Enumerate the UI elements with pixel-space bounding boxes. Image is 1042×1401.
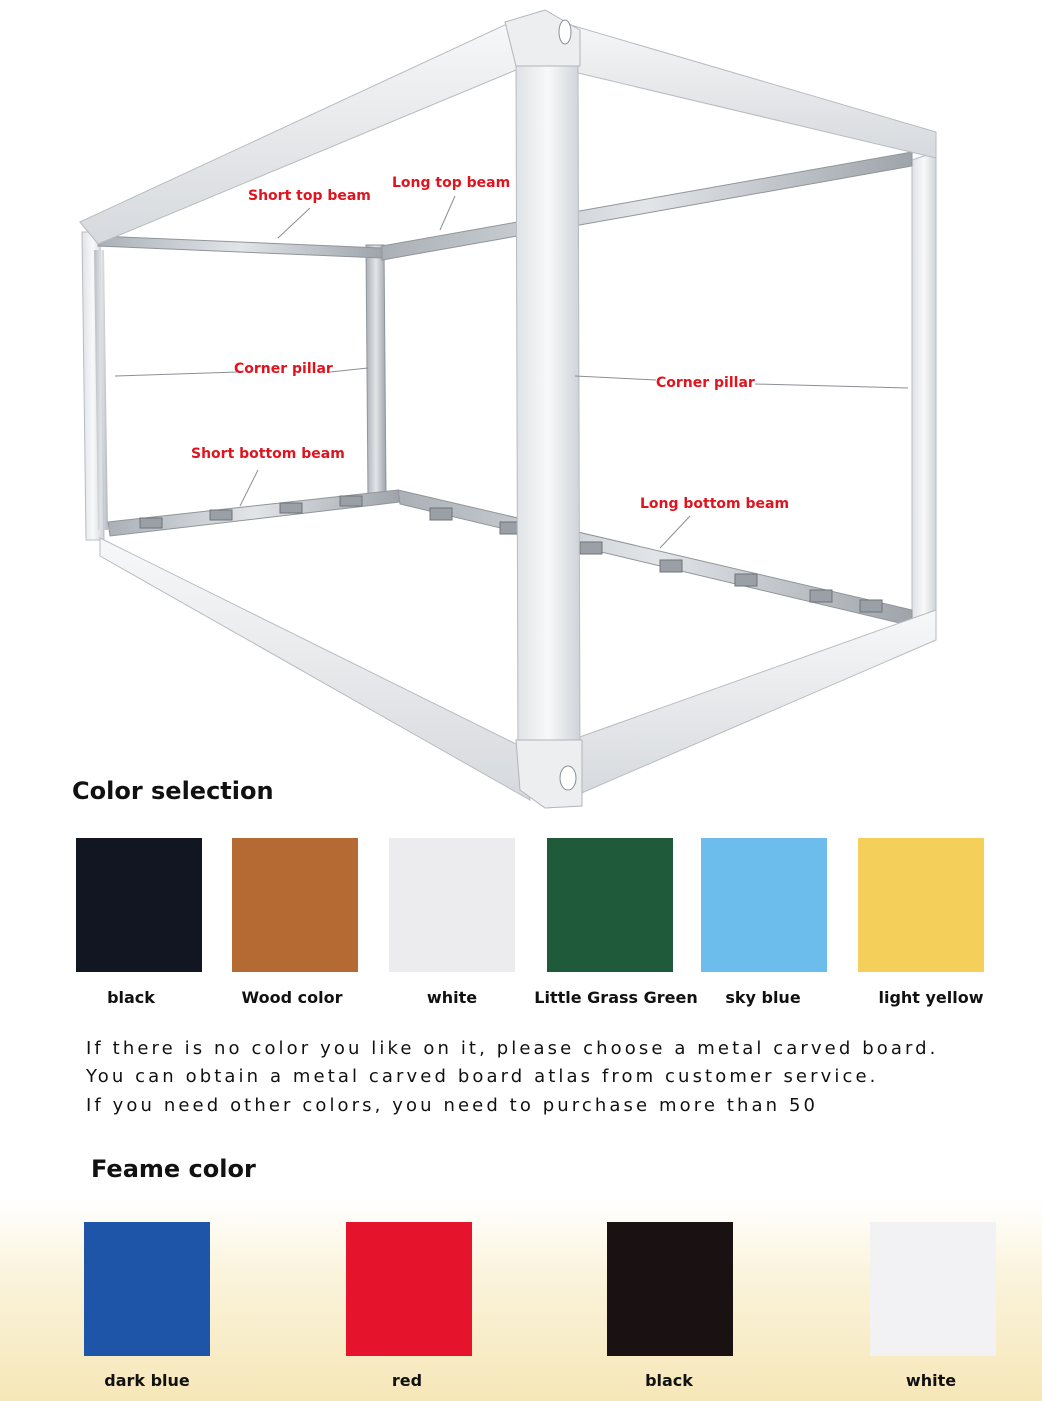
frame-swatch-red[interactable] (346, 1222, 472, 1356)
swatch-white[interactable] (389, 838, 515, 972)
swatch-black[interactable] (76, 838, 202, 972)
frame-swatch-label: red (391, 1371, 423, 1390)
frame-swatch-black[interactable] (607, 1222, 733, 1356)
label-long-top-beam: Long top beam (392, 175, 511, 191)
frame-swatch-label: white (905, 1371, 957, 1390)
label-short-bottom-beam: Short bottom beam (191, 446, 345, 462)
color-selection-title: Color selection (72, 777, 274, 805)
swatch-label: light yellow (878, 988, 984, 1007)
swatch-little-grass-green[interactable] (547, 838, 673, 972)
front-corner-pillar (516, 64, 580, 760)
frame-color-title: Feame color (91, 1155, 256, 1183)
frame-swatch-label: black (645, 1371, 693, 1390)
note-line-2: You can obtain a metal carved board atlas from customer service. (86, 1066, 879, 1087)
swatch-label: Little Grass Green (534, 988, 698, 1007)
swatch-label: sky blue (725, 988, 801, 1007)
swatch-wood-color[interactable] (232, 838, 358, 972)
label-long-bottom-beam: Long bottom beam (640, 496, 790, 512)
short-top-beam (98, 236, 382, 258)
bottom-right-beam (560, 610, 936, 798)
swatch-label: black (107, 988, 155, 1007)
swatch-sky-blue[interactable] (701, 838, 827, 972)
label-corner-pillar-right: Corner pillar (656, 375, 755, 391)
back-right-pillar (912, 152, 936, 636)
back-left-inner-pillar (366, 245, 386, 497)
frame-swatch-dark-blue[interactable] (84, 1222, 210, 1356)
swatch-label: white (426, 988, 478, 1007)
long-top-beam (382, 152, 912, 260)
frame-swatch-white[interactable] (870, 1222, 996, 1356)
top-right-beam (540, 16, 936, 158)
note-line-3: If you need other colors, you need to purchase more than 50 (86, 1095, 819, 1116)
swatch-light-yellow[interactable] (858, 838, 984, 972)
top-left-beam (80, 18, 540, 244)
bottom-left-beam (100, 538, 530, 800)
label-corner-pillar-left: Corner pillar (234, 361, 333, 377)
swatch-label: Wood color (241, 988, 343, 1007)
note-line-1: If there is no color you like on it, please choose a metal carved board. (86, 1038, 939, 1059)
frame-swatch-label: dark blue (104, 1371, 190, 1390)
label-short-top-beam: Short top beam (248, 188, 371, 204)
